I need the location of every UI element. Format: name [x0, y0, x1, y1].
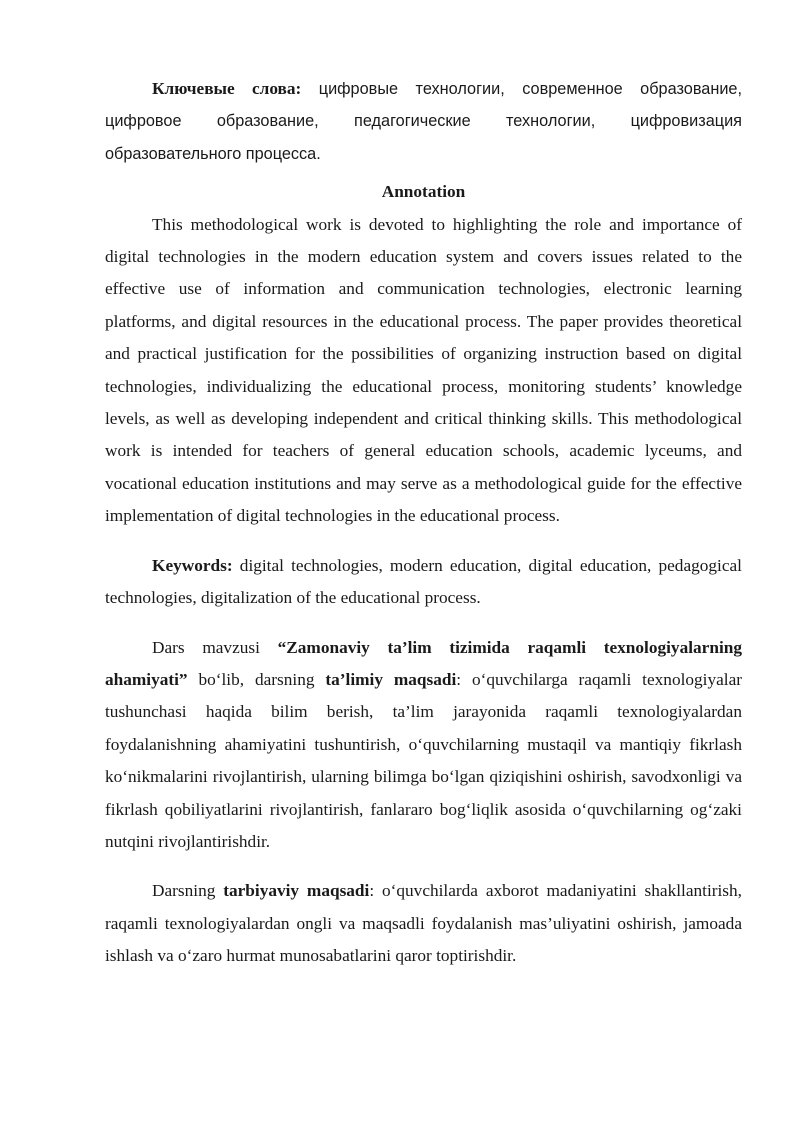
annotation-body: This methodological work is devoted to highlighting the role and importance of digital technologies in the modern education system and covers issues related to the effective use of information and communication technologies, electronic learning platforms, and digital resources in the educational process. The paper provides theoretical and practical justification for the possibilities of organizing instruction based on digital technologies, individualizing the educational process, monitoring students’ knowledge levels, as well as developing independent and critical thinking skills. This methodological work is intended for teachers of general education schools, academic lyceums, and vocational education institutions and may serve as a methodological guide for the effective implementation of digital technologies in the educational process. [105, 214, 742, 526]
document-page [105, 73, 742, 973]
lesson-topic-paragraph [105, 632, 742, 859]
annotation-heading: Annotation [381, 182, 466, 202]
keywords-en-label: Keywords: [152, 555, 233, 575]
educational-goal-paragraph [105, 875, 742, 972]
keywords-ru-paragraph [105, 73, 742, 170]
educational-goal-text: : o‘quvchilarda axborot madaniyatini shakllantirish, raqamli texnologiyalardan ongli va maqsadli foydalanish mas’uliyatini oshirish, jamoada ishlash va o‘zaro hurmat munosabatlarini qaror toptirishdir. [105, 881, 742, 966]
lesson-goal-label: ta’limiy maqsadi [325, 669, 457, 689]
keywords-ru-label: Ключевые слова: [152, 79, 302, 98]
lesson-topic-title: “Zamonaviy ta’lim tizimida raqamli texnologiyalarning ahamiyati” [105, 637, 742, 689]
keywords-en-paragraph [105, 550, 742, 615]
keywords-en-text: digital technologies, modern education, digital education, pedagogical technologies, digitalization of the educational process. [105, 555, 742, 608]
lesson-topic-mid: bo‘lib, darsning [187, 669, 326, 689]
keywords-ru-text: цифровые технологии, современное образование, цифровое образование, педагогические технологии, цифровизация образовательного процесса. [105, 80, 742, 163]
educational-goal-label: tarbiyaviy maqsadi [223, 881, 370, 901]
educational-goal-intro: Darsning [152, 881, 224, 901]
lesson-topic-intro: Dars mavzusi [152, 637, 278, 657]
lesson-goal-text: : o‘quvchilarga raqamli texnologiyalar tushunchasi haqida bilim berish, ta’lim jarayonida raqamli texnologiyalardan foydalanishning ahamiyatini tushuntirish, o‘quvchilarning mustaqil va mantiqiy fikrlash ko‘nikmalarini rivojlantirish, ularning bilimga bo‘lgan qiziqishini oshirish, savodxonligi va fikrlash qobiliyatlarini rivojlantirish, fanlararo bog‘liqlik asosida o‘quvchilarning og‘zaki nutqini rivojlantirishdir. [105, 669, 743, 851]
